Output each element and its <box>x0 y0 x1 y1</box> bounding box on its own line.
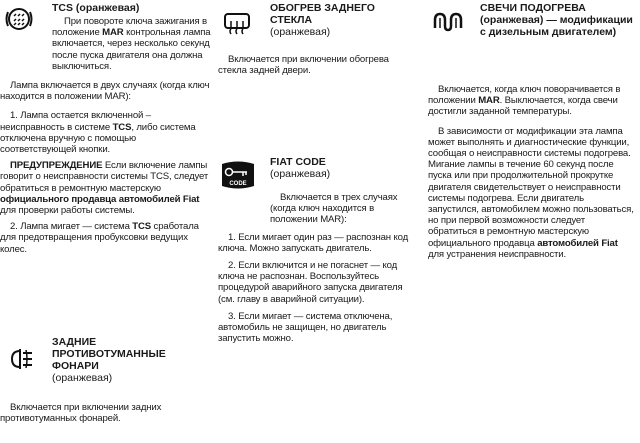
tcs-case1-rest: , либо система отключена вручную с помощью соответствующей кнопки. <box>0 121 196 156</box>
fiat-code-title: FIAT CODE <box>270 156 326 168</box>
tcs-two-cases: Лампа включается в двух случаях (когда ключ находится в положении MAR): <box>0 80 210 103</box>
rear-defrost-heading <box>270 2 418 38</box>
key-code-label: CODE <box>229 181 247 187</box>
tcs-case1-text: 1. Лампа остается включенной – неисправность в системе <box>0 110 151 133</box>
tcs-intro-text: При повороте ключа зажигания в положение <box>52 16 207 39</box>
rear-fog-header <box>0 336 212 394</box>
rear-defrost-color: (оранжевая) <box>270 26 331 38</box>
fiat-code-color: (оранжевая) <box>270 168 331 180</box>
rear-fog-heading <box>52 336 212 384</box>
tcs-intro-mar: MAR <box>102 27 124 39</box>
tcs-section <box>0 2 212 260</box>
glow-plugs-p1-mar: MAR <box>478 95 500 107</box>
fiat-code-section <box>218 156 418 349</box>
rear-defrost-title: ОБОГРЕВ ЗАДНЕГО СТЕКЛА <box>270 2 375 26</box>
glow-plugs-p2-brand: автомобилей Fiat <box>537 237 618 249</box>
key-code-icon <box>218 158 258 192</box>
rear-fog-color: (оранжевая) <box>52 372 113 384</box>
tcs-header <box>0 2 212 42</box>
tcs-case2 <box>0 221 212 255</box>
tcs-warning-label: ПРЕДУПРЕЖДЕНИЕ <box>10 160 103 172</box>
tcs-warning-rest: для проверки работы системы. <box>0 205 135 217</box>
glow-plug-icon <box>432 8 464 38</box>
tcs-intro-rest: контрольная лампа включается, через несколько секунд после пуска двигателя она должна выключиться. <box>52 27 211 72</box>
tcs-case1 <box>0 110 212 155</box>
glow-plugs-p2 <box>428 126 636 260</box>
fiat-code-header <box>218 156 418 196</box>
glow-plugs-section <box>428 2 636 265</box>
rear-fog-title: ЗАДНИЕ ПРОТИВОТУМАННЫЕ ФОНАРИ <box>52 336 166 372</box>
glow-plugs-title: СВЕЧИ ПОДОГРЕВА <box>480 2 586 14</box>
fiat-code-case1: 1. Если мигает один раз — распознан код ключа. Можно запускать двигатель. <box>218 231 409 254</box>
rear-fog-section <box>0 336 212 429</box>
glow-plugs-p1-text: Включается, когда ключ поворачивается в положении <box>428 84 621 107</box>
glow-plugs-p2-rest: для устранения неисправности. <box>428 248 567 260</box>
fiat-code-heading <box>270 156 418 180</box>
rear-window-defrost-icon <box>222 8 252 38</box>
tcs-case2-tcs: TCS <box>132 221 152 233</box>
tcs-case2-text: 2. Лампа мигает — система <box>10 221 133 233</box>
tcs-case2-rest: сработала для предотвращения пробуксовки ведущих колес. <box>0 221 199 255</box>
fiat-code-case3: 3. Если мигает — система отключена, автомобиль не защищен, но двигатель запустить можно. <box>218 310 393 345</box>
rear-fog-lamp-icon <box>4 344 34 374</box>
rear-defrost-header <box>218 2 418 52</box>
fiat-code-case2: 2. Если включится и не погаснет — код ключа не распознан. Воспользуйтесь процедурой аварийного запуска двигателя (см. главу в аварийной ситуации). <box>218 260 403 305</box>
glow-plugs-p2-text: В зависимости от модификации эта лампа может выполнять и диагностические функции, сообщая о неисправности системы подогрева. Мигание лампы в течение 60 секунд после пуска или при продолжительной прокрутке двигателя свидетельствует о неисправности системы подогрева. Если двигатель запустился, автомобилем можно пользоваться, но при первой возможности следует обратиться в ремонтную мастерскую официального продавца <box>428 125 634 249</box>
tcs-warning-text: Если включение лампы говорит о неисправности системы TCS, следует обратиться в ремонтную мастерскую <box>0 160 209 194</box>
glow-plugs-color: (оранжевая) — модификации с дизельным двигателем) <box>480 14 633 38</box>
glow-plugs-heading <box>480 2 636 38</box>
glow-plugs-p1 <box>428 84 636 118</box>
tcs-warning-icon <box>4 4 34 34</box>
rear-fog-text: Включается при включении задних противотуманных фонарей. <box>0 402 162 425</box>
rear-defrost-section <box>218 2 418 81</box>
rear-defrost-text: Включается при включении обогрева стекла задней двери. <box>218 54 389 77</box>
fiat-code-intro: Включается в трех случаях (когда ключ находится в положении MAR): <box>270 192 398 226</box>
tcs-color: (оранжевая) <box>75 2 140 14</box>
tcs-case1-tcs: TCS <box>112 121 132 133</box>
glow-plugs-p1-rest: . Выключается, когда свечи достигли заданной температуры. <box>428 95 618 118</box>
tcs-heading <box>52 2 212 14</box>
tcs-warning <box>0 160 212 216</box>
tcs-warning-dealer: официального продавца автомобилей Fiat <box>0 193 200 205</box>
tcs-title: TCS <box>52 2 73 14</box>
glow-plugs-header <box>428 2 636 80</box>
